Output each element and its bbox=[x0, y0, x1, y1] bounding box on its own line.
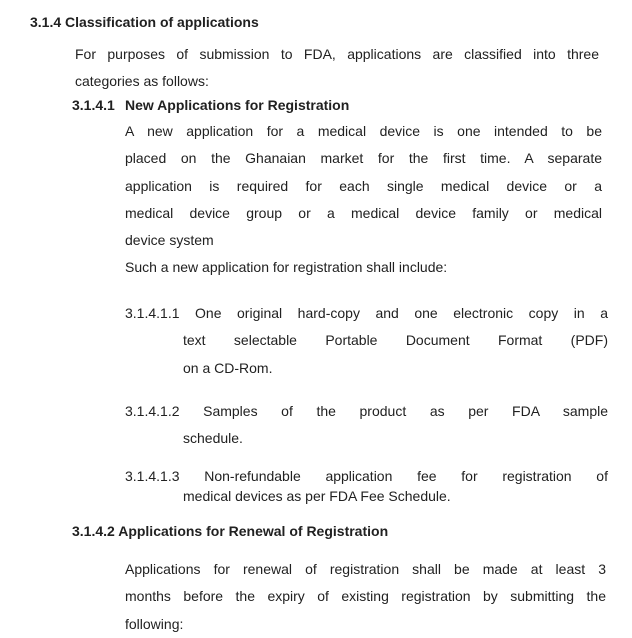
clause-first-line bbox=[125, 300, 608, 327]
clause-first-line bbox=[125, 398, 608, 425]
clause-text-line: on a CD-Rom. bbox=[183, 359, 273, 376]
clause-text-line: Samples of the product as per FDA sample bbox=[203, 403, 608, 419]
section-heading-3-1-4 bbox=[30, 11, 259, 33]
clause-3-1-4-1-1 bbox=[125, 300, 608, 382]
clause-number: 3.1.4.1.1 bbox=[125, 305, 180, 321]
clause-text-line: text selectable Portable Document Format (PDF) bbox=[183, 332, 608, 349]
paragraph-line: following: bbox=[125, 615, 184, 632]
section-title: New Applications for Registration bbox=[125, 97, 350, 113]
clause-text-line: Non-refundable application fee for registration of bbox=[204, 468, 608, 484]
section-number: 3.1.4.1 bbox=[72, 97, 115, 113]
lead-in-line: Such a new application for registration shall include: bbox=[125, 259, 448, 275]
clause-text-line: schedule. bbox=[183, 430, 243, 447]
paragraph-line: medical device group or a medical device family or medical bbox=[125, 204, 602, 221]
clause-first-line bbox=[125, 467, 608, 487]
paragraph-line: application is required for each single medical device or a bbox=[125, 177, 602, 194]
paragraph-line: Applications for renewal of registration shall be made at least 3 bbox=[125, 561, 606, 577]
paragraph-3-1-4-1-body bbox=[125, 118, 602, 254]
paragraph-line: device system bbox=[125, 232, 214, 249]
section-title: Classification of applications bbox=[65, 14, 259, 30]
paragraph-3-1-4-2-body bbox=[125, 556, 606, 638]
paragraph-line: A new application for a medical device is one intended to be bbox=[125, 123, 602, 139]
paragraph-line: placed on the Ghanaian market for the first time. A separate bbox=[125, 150, 602, 167]
paragraph-line: categories as follows: bbox=[75, 73, 209, 90]
clause-text-line: medical devices as per FDA Fee Schedule. bbox=[183, 487, 451, 504]
clause-text-line: One original hard-copy and one electronic copy in a bbox=[195, 305, 608, 321]
clause-3-1-4-1-3 bbox=[125, 467, 608, 506]
clause-number: 3.1.4.1.3 bbox=[125, 468, 180, 484]
paragraph-line: For purposes of submission to FDA, applications are classified into three bbox=[75, 46, 599, 62]
section-title: Applications for Renewal of Registration bbox=[118, 523, 389, 539]
clause-number: 3.1.4.1.2 bbox=[125, 403, 180, 419]
section-heading-3-1-4-1 bbox=[72, 94, 349, 116]
intro-paragraph bbox=[75, 41, 599, 96]
paragraph-line: months before the expiry of existing registration by submitting the bbox=[125, 588, 606, 605]
section-heading-3-1-4-2 bbox=[72, 520, 388, 542]
section-number: 3.1.4.2 bbox=[72, 523, 115, 539]
clause-3-1-4-1-2 bbox=[125, 398, 608, 453]
section-number: 3.1.4 bbox=[30, 14, 62, 30]
